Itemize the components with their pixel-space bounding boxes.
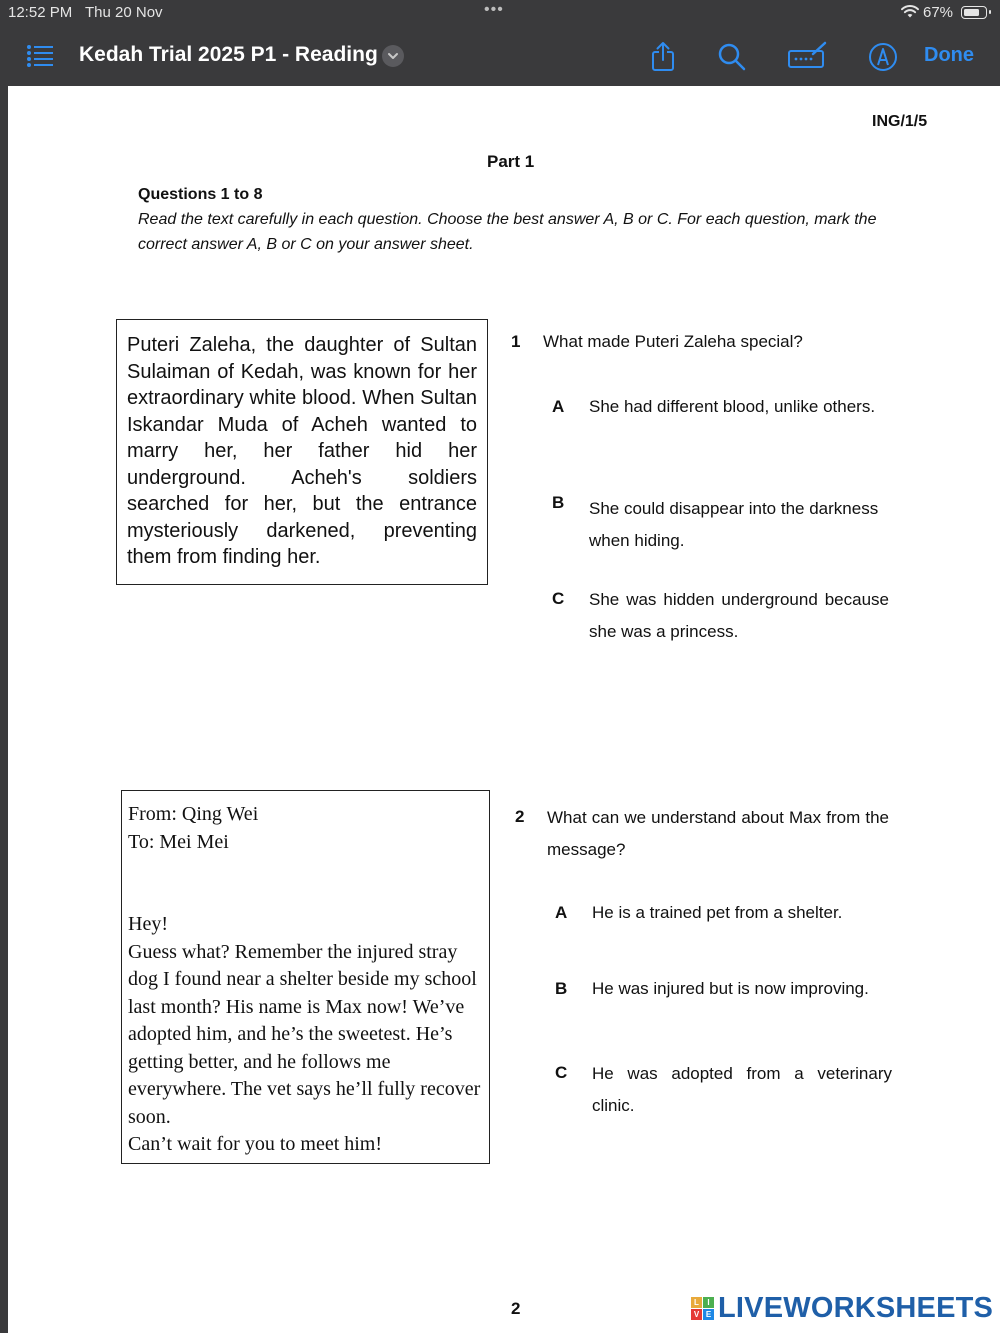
- passage-1-text: Puteri Zaleha, the daughter of Sultan Sulaiman of Kedah, was known for her extraordinary white blood. When Sultan Iskandar Muda of Acheh wanted to marry her, her father hid her underground. Acheh's soldiers searched for her, but the entrance mysteriously darkened, preventing them from finding her.: [127, 334, 477, 568]
- passage-2-box: [121, 790, 490, 1164]
- status-time: 12:52 PM: [8, 4, 73, 21]
- chevron-down-icon[interactable]: [382, 45, 404, 67]
- status-date: Thu 20 Nov: [85, 4, 163, 21]
- liveworksheets-brand: [691, 1291, 994, 1327]
- option-letter[interactable]: B: [552, 493, 565, 512]
- battery-icon: [961, 6, 987, 19]
- questions-heading: Questions 1 to 8: [138, 186, 263, 203]
- document-title[interactable]: Kedah Trial 2025 P1 - Reading: [79, 43, 378, 66]
- option-text[interactable]: She was hidden underground because she was a princess.: [589, 590, 889, 641]
- option-letter[interactable]: B: [555, 979, 568, 998]
- page-number: 2: [511, 1299, 521, 1318]
- option-text[interactable]: He is a trained pet from a shelter.: [592, 903, 843, 922]
- option-text[interactable]: She had different blood, unlike others.: [589, 397, 876, 416]
- question-number: 2: [515, 807, 525, 826]
- list-icon[interactable]: [26, 43, 54, 69]
- option-letter[interactable]: C: [555, 1063, 568, 1082]
- brand-text: LIVEWORKSHEETS: [718, 1292, 994, 1324]
- liveworksheets-logo: L I V E: [691, 1297, 715, 1321]
- done-button[interactable]: Done: [924, 44, 974, 66]
- option-text[interactable]: He was injured but is now improving.: [592, 979, 869, 998]
- question-text: What made Puteri Zaleha special?: [543, 332, 803, 351]
- question-text: What can we understand about Max from the message?: [547, 808, 889, 859]
- option-text[interactable]: She could disappear into the darkness when hiding.: [589, 499, 879, 550]
- message-from: From: Qing Wei: [128, 803, 259, 825]
- option-letter[interactable]: A: [552, 397, 565, 416]
- option-letter[interactable]: A: [555, 903, 568, 922]
- status-bar: [0, 0, 1000, 26]
- message-to: To: Mei Mei: [128, 830, 229, 853]
- wifi-icon: [900, 3, 920, 19]
- paper-code: ING/1/5: [872, 113, 928, 130]
- battery-percent: 67%: [923, 4, 954, 21]
- message-greeting: Hey!: [128, 913, 168, 935]
- option-letter[interactable]: C: [552, 589, 565, 608]
- instructions-text: Read the text carefully in each question. Choose the best answer A, B or C. For each question, mark the correct answer A, B or C on your answer sheet.: [138, 211, 877, 253]
- pen-circle-icon[interactable]: [866, 40, 900, 74]
- toolbar: [0, 26, 1000, 86]
- passage-1-box: [116, 319, 488, 585]
- part-title: Part 1: [487, 152, 535, 171]
- share-icon[interactable]: [646, 40, 680, 74]
- option-text[interactable]: He was adopted from a veterinary clinic.: [592, 1064, 892, 1115]
- question-number: 1: [511, 332, 521, 351]
- multitasking-dots[interactable]: •••: [484, 1, 504, 18]
- markup-icon[interactable]: [787, 40, 829, 74]
- message-body: Guess what? Remember the injured stray dog I found near a shelter beside my school last month? His name is Max now! We’ve adopted him, and he’s the sweetest. He’s getting better, and he follows me everywhere. The vet says he’ll fully recover soon.: [128, 940, 481, 1128]
- document-page: [8, 86, 1000, 1333]
- message-closing: Can’t wait for you to meet him!: [128, 1133, 383, 1155]
- instructions-block: [138, 182, 898, 257]
- search-icon[interactable]: [715, 40, 749, 74]
